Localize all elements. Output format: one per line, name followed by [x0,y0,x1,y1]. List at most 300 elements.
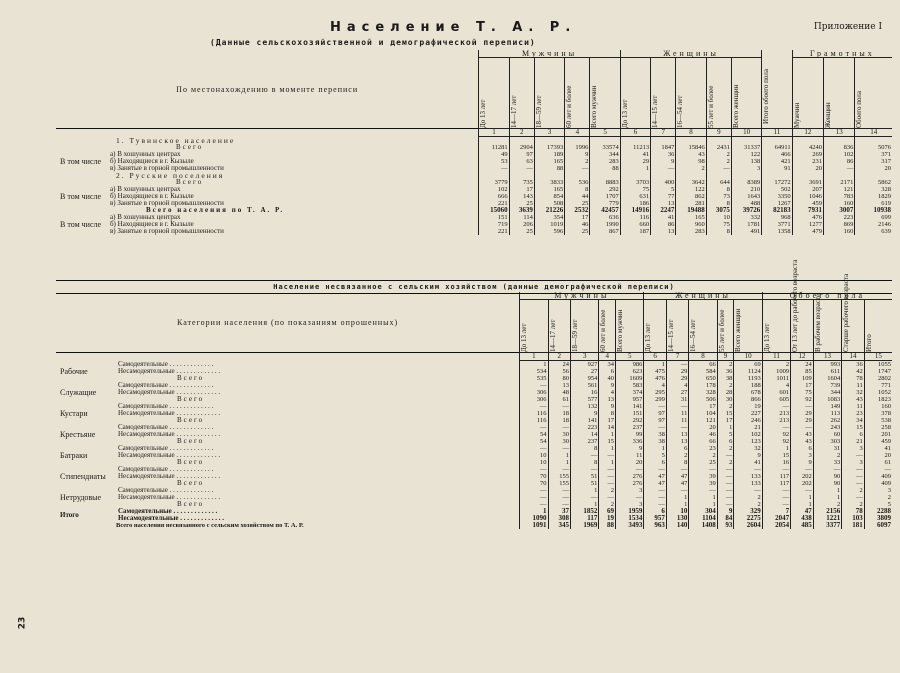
value-cell: 3377 [813,522,841,529]
value-cell: 231 [792,158,823,165]
value-cell: 188 [734,382,762,389]
row-label: Всего [177,416,205,424]
value-cell: 1 [813,487,841,494]
value-cell: 3639 [509,207,534,214]
value-cell: 9 [717,508,734,515]
column-number: 3 [571,353,599,361]
column-header-text: До 13 лет [762,323,771,352]
value-cell: 306 [520,389,548,396]
value-cell: 3642 [676,179,706,186]
column-header-text: От 13 лет до рабочего возраста [791,259,800,352]
value-cell: 155 [548,480,571,487]
value-cell: 1604 [813,375,841,382]
value-cell: 11 [842,403,865,410]
value-cell: 1277 [792,221,823,228]
value-cell: 9 [651,158,676,165]
value-cell: 1052 [864,389,892,396]
value-cell: 960 [676,221,706,228]
value-cell: 13 [666,438,689,445]
value-cell: 2 [813,452,841,459]
value-cell: — [717,501,734,508]
data-row [56,228,892,235]
value-cell: 13 [666,431,689,438]
value-cell: 20 [855,165,892,172]
value-cell: 223 [571,424,599,431]
value-cell: 40 [599,375,616,382]
value-cell: 2 [599,501,616,508]
value-cell: 63 [509,158,534,165]
value-cell: 963 [644,522,667,529]
appendix-label: Приложение I [813,22,882,32]
value-cell: 1055 [864,361,892,369]
value-cell: — [599,494,616,501]
group-label: В том числе [60,156,102,166]
value-cell: 2802 [864,375,892,382]
column-header [717,300,734,353]
value-cell: 86 [651,221,676,228]
value-cell: 213 [762,417,790,424]
value-cell: 6 [644,459,667,466]
value-cell: — [548,403,571,410]
header-row [56,50,892,58]
value-cell: 143 [509,193,534,200]
value-cell: 577 [571,396,599,403]
value-cell: 114 [509,214,534,221]
value-cell [620,137,650,144]
column-header [509,58,534,129]
value-cell: 5 [717,431,734,438]
value-cell: 1083 [813,396,841,403]
value-cell: 78 [842,508,865,515]
value-cell: 596 [534,228,564,235]
value-cell: 46 [565,221,590,228]
value-cell: 16 [762,459,790,466]
value-cell: 329 [734,508,762,515]
value-cell: — [791,424,814,431]
value-cell: 3 [842,445,865,452]
value-cell: 151 [616,410,644,417]
value-cell: 20 [616,459,644,466]
value-cell: — [599,452,616,459]
value-cell: 92 [762,438,790,445]
row-label: Всего [177,374,205,382]
row-label: Всего населения несвязанного с сельским хозяйством по Т. А. Р. [116,522,304,529]
column-number: 1 [520,353,548,361]
value-cell: 206 [509,221,534,228]
value-cell: 201 [864,431,892,438]
column-number: 5 [590,129,620,137]
value-cell: — [548,501,571,508]
row-label: Всего [177,395,205,403]
value-cell: 1 [548,452,571,459]
value-cell: — [791,466,814,473]
value-cell: 73 [706,193,731,200]
value-cell: 409 [864,473,892,480]
value-cell: — [706,165,731,172]
value-cell: 17272 [762,179,792,186]
column-number: 14 [855,129,892,137]
value-cell: 2 [706,151,731,158]
value-cell: 2 [842,501,865,508]
value-cell [565,137,590,144]
value-cell: 39 [689,473,717,480]
column-header-text: 14—15 лет [666,319,675,352]
value-cell: 39 [689,480,717,487]
column-number: 5 [616,353,644,361]
value-cell: 25 [565,228,590,235]
value-cell: — [762,487,790,494]
value-cell: 15060 [479,207,509,214]
column-header-text: До 13 лет [479,99,488,128]
value-cell: 70 [520,473,548,480]
column-header [644,300,667,353]
value-cell: — [565,165,590,172]
value-cell: 109 [791,375,814,382]
value-cell [762,137,792,144]
row-label: а) В хошунных центрах [110,149,181,158]
value-cell: 1358 [762,228,792,235]
value-cell: 32 [842,389,865,396]
value-cell: 27 [571,368,599,375]
value-cell: — [717,487,734,494]
value-cell: — [717,480,734,487]
value-cell: 123 [734,438,762,445]
value-cell: — [734,487,762,494]
value-cell: — [791,403,814,410]
value-cell: 1019 [534,221,564,228]
value-cell: 99 [616,431,644,438]
value-cell: 160 [824,200,855,207]
value-cell: 317 [855,158,892,165]
group-label: В том числе [60,191,102,201]
value-cell: 2288 [864,508,892,515]
value-cell: — [571,494,599,501]
value-cell: — [520,494,548,501]
value-cell: 11281 [479,144,509,151]
value-cell: 466 [762,151,792,158]
value-cell: — [717,473,734,480]
column-number: 9 [706,129,731,137]
column-header-text: 18—59 лет [571,319,580,352]
value-cell: 8 [599,410,616,417]
column-number: 13 [813,353,841,361]
column-header [534,58,564,129]
value-cell: 1 [571,487,599,494]
value-cell: 699 [855,214,892,221]
total-row [56,179,892,186]
value-cell: 292 [616,417,644,424]
value-cell: 2054 [762,522,790,529]
column-number: 12 [791,353,814,361]
value-cell [509,137,534,144]
value-cell: 5862 [855,179,892,186]
value-cell: — [520,424,548,431]
value-cell: — [520,466,548,473]
value-cell: 6 [599,368,616,375]
category-label: Кустари [60,409,88,418]
row-label: Самодеятельные . . . . . . . . . . . . . [118,359,214,368]
row-label: Всего [177,458,205,466]
value-cell: 4 [644,382,667,389]
value-cell: 292 [590,186,620,193]
value-cell: 345 [548,522,571,529]
value-cell: 41 [734,459,762,466]
value-cell: 1124 [734,368,762,375]
value-cell: 116 [520,417,548,424]
value-cell: 3771 [762,221,792,228]
value-cell: 17 [599,417,616,424]
value-cell [855,172,892,179]
column-number: 15 [864,353,892,361]
value-cell: 2532 [565,207,590,214]
value-cell: 485 [791,522,814,529]
value-cell: 1 [571,501,599,508]
value-cell: — [571,452,599,459]
value-cell: 374 [616,389,644,396]
value-cell: — [762,403,790,410]
value-cell: 1 [689,494,717,501]
value-cell: 299 [644,396,667,403]
value-cell: 6 [842,431,865,438]
row-label: б) Находящиеся в г. Кызыле [110,156,194,165]
value-cell: 91 [762,165,792,172]
value-cell [479,172,509,179]
value-cell: 237 [571,438,599,445]
value-cell: — [644,487,667,494]
value-cell: 6 [644,508,667,515]
value-cell: 66 [689,361,717,369]
value-cell: 29 [791,410,814,417]
value-cell: 54 [520,431,548,438]
value-cell: 61 [548,396,571,403]
column-number: 4 [565,129,590,137]
value-cell: 1 [620,165,650,172]
value-cell: 8 [706,200,731,207]
group-header [762,50,792,129]
value-cell: 534 [520,368,548,375]
value-cell: 862 [676,193,706,200]
value-cell: 56 [548,368,571,375]
value-cell: 97 [644,417,667,424]
value-cell: 51 [571,480,599,487]
value-cell: 866 [734,396,762,403]
value-cell: — [520,501,548,508]
section-title: 2. Русские поселения [116,170,225,180]
row-label: б) Находящиеся в г. Кызыле [110,191,194,200]
value-cell: 2 [734,501,762,508]
value-cell: 1193 [734,375,762,382]
value-cell: 957 [644,515,667,522]
value-cell: 10 [520,459,548,466]
value-cell: 2 [762,361,790,369]
value-cell: 1969 [571,522,599,529]
value-cell: 102 [824,151,855,158]
value-cell: 954 [571,375,599,382]
value-cell: — [616,494,644,501]
column-header-text: 60 лет и более [565,85,574,128]
value-cell: 739 [813,382,841,389]
value-cell: 779 [590,200,620,207]
value-cell: 42457 [590,207,620,214]
value-cell: 117 [571,515,599,522]
value-cell: 47 [666,473,689,480]
value-cell: 6 [791,445,814,452]
value-cell: 121 [824,186,855,193]
column-header [520,300,548,353]
value-cell [824,172,855,179]
value-cell: 97 [509,151,534,158]
value-cell: 303 [813,438,841,445]
value-cell: 25 [689,459,717,466]
value-cell: — [644,424,667,431]
value-cell: 11 [616,452,644,459]
value-cell: — [644,501,667,508]
value-cell: 6097 [864,522,892,529]
value-cell: — [864,466,892,473]
value-cell: 165 [534,186,564,193]
value-cell: 3007 [824,207,855,214]
column-header [706,58,731,129]
value-cell: 24 [791,361,814,369]
column-header [616,300,644,353]
value-cell [731,172,761,179]
value-cell: 1046 [792,193,823,200]
value-cell: 23 [842,410,865,417]
value-cell: 20 [689,424,717,431]
value-cell: 19 [734,403,762,410]
value-cell: 122 [676,186,706,193]
value-cell: 459 [792,200,823,207]
value-cell: 19488 [676,207,706,214]
value-cell: 1 [666,494,689,501]
value-cell: 2904 [509,144,534,151]
value-cell: — [548,494,571,501]
value-cell: 25 [565,200,590,207]
final-row [56,522,892,529]
column-header-text: 55 лет и более [706,85,715,128]
value-cell: — [651,165,676,172]
value-cell: 66 [689,438,717,445]
page-number: 23 [17,616,28,630]
value-cell: — [666,361,689,369]
value-cell: 47 [791,508,814,515]
value-cell: 15 [717,410,734,417]
value-cell: 213 [762,410,790,417]
value-cell: 1823 [864,396,892,403]
value-cell: 75 [791,389,814,396]
value-cell: 1 [813,494,841,501]
value-cell: 601 [762,389,790,396]
value-cell: 6 [666,445,689,452]
value-cell: 1408 [689,522,717,529]
value-cell: 1747 [864,368,892,375]
value-cell: 11 [666,417,689,424]
row-label: Всего [177,437,205,445]
value-cell: 49 [479,151,509,158]
row-label: Несамодеятельные . . . . . . . . . . . . . [118,367,221,375]
value-cell: 957 [616,396,644,403]
column-header [731,58,761,129]
value-cell: 2431 [706,144,731,151]
column-header [479,58,509,129]
column-header-text: Мужчин [792,102,801,128]
value-cell: 1 [717,424,734,431]
value-cell: 88 [599,522,616,529]
column-header-text: 16—54 лет [689,319,698,352]
value-cell: 631 [620,193,650,200]
value-cell: — [689,466,717,473]
column-number: 6 [620,129,650,137]
column-header [824,58,855,129]
value-cell: 283 [676,228,706,235]
value-cell: 459 [864,438,892,445]
value-cell: 2 [717,382,734,389]
value-cell: 31337 [731,144,761,151]
value-cell [590,137,620,144]
value-cell: 17393 [534,144,564,151]
value-cell: 149 [813,403,841,410]
value-cell: — [842,480,865,487]
value-cell: 535 [520,375,548,382]
value-cell: 639 [855,228,892,235]
value-cell: 243 [813,424,841,431]
column-header [864,300,892,353]
value-cell: 75 [620,186,650,193]
value-cell: — [571,466,599,473]
value-cell: — [666,403,689,410]
value-cell: 61 [864,459,892,466]
value-cell: 7931 [792,207,823,214]
value-cell: 1 [644,361,667,369]
value-cell: 8389 [731,179,761,186]
value-cell: 3 [616,501,644,508]
value-cell: 28 [717,389,734,396]
row-label: а) В хошунных центрах [110,184,181,193]
value-cell: 328 [689,389,717,396]
value-cell: 15846 [676,144,706,151]
column-number: 6 [644,353,667,361]
value-cell: 8 [706,186,731,193]
value-cell: 38 [644,431,667,438]
value-cell: 20 [864,452,892,459]
value-cell: 1852 [571,508,599,515]
row-label: в) Занятые в горной промышленности [110,226,224,235]
column-header [548,300,571,353]
row-label: Всего [176,142,204,151]
value-cell: 636 [590,214,620,221]
row-label: Всего [177,479,205,487]
value-cell: — [479,165,509,172]
column-number: 7 [651,129,676,137]
value-cell: 18 [548,417,571,424]
value-cell: 5 [644,452,667,459]
value-cell: 132 [571,403,599,410]
value-cell: 92 [762,431,790,438]
value-cell: 48 [548,389,571,396]
value-cell: 90 [813,473,841,480]
value-cell: 17 [717,417,734,424]
row-label: в) Занятые в горной промышленности [110,163,224,172]
value-cell [731,137,761,144]
row-label: Всего [176,177,204,186]
value-cell: 21 [734,424,762,431]
value-cell: 867 [590,228,620,235]
value-cell: 2 [842,487,865,494]
value-cell: 189 [534,151,564,158]
value-cell: 181 [842,522,865,529]
row-label: Несамодеятельные . . . . . . . . . . . . . [118,451,221,459]
value-cell: 1707 [590,193,620,200]
